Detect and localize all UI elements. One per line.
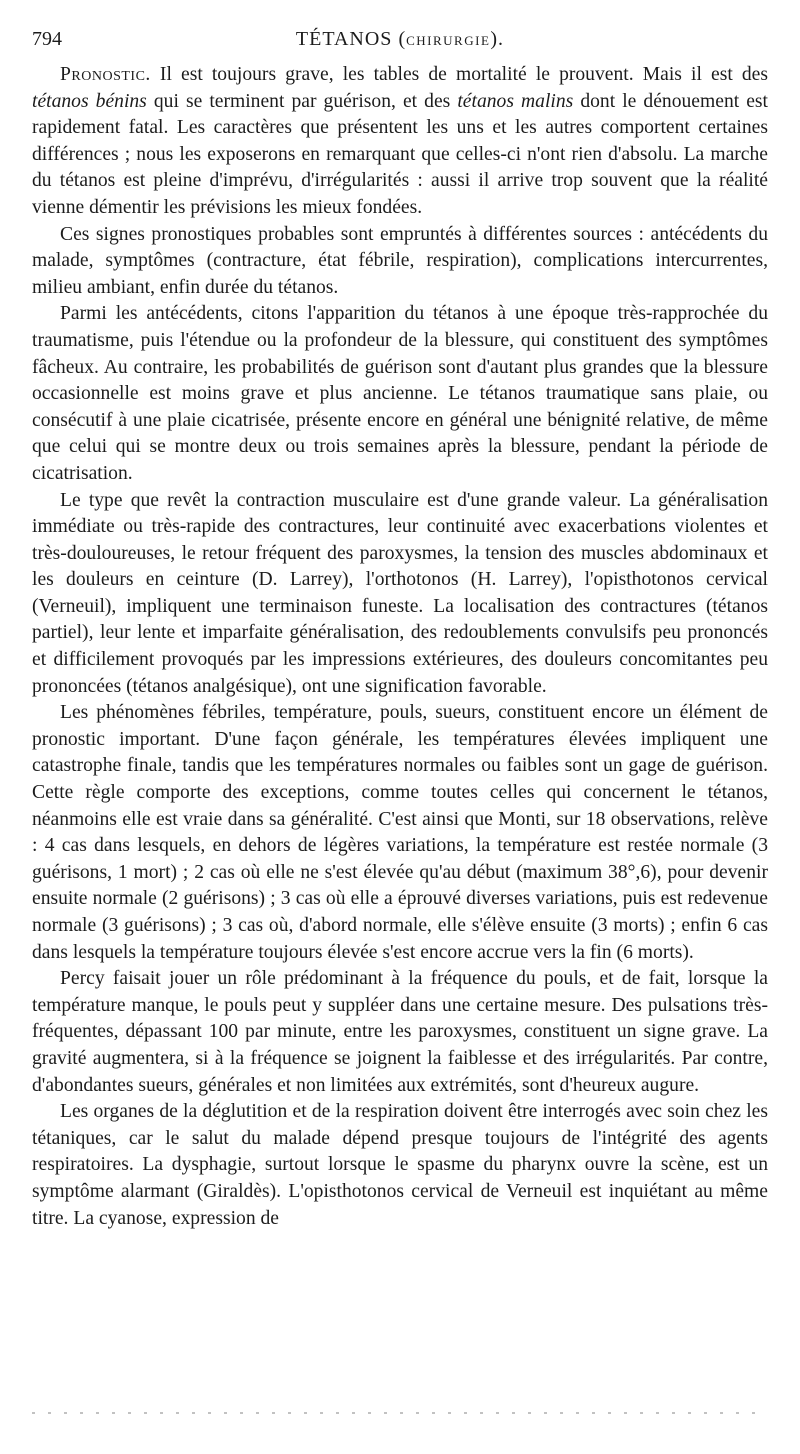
- running-title: TÉTANOS (CHIRURGIE).: [295, 28, 505, 50]
- running-header: [32, 28, 768, 58]
- section-lead: Pronostic.: [60, 64, 151, 85]
- page-number: 794: [32, 28, 62, 50]
- paragraph: Les organes de la déglutition et de la respiration doivent être interrogés avec soin chez les tétaniques, car le salut du malade dépend presque toujours de l'intégrité des agents respiratoires. La dysphagie, surtout lorsque le spasme du pharynx ouvre la scène, est un symptôme alarmant (Giraldès). L'opisthotonos cervical de Verneuil est inquiétant au même titre. La cyanose, expression de: [32, 1101, 768, 1229]
- running-title-subtitle: CHIRURGIE: [406, 33, 491, 48]
- paragraph: Les phénomènes fébriles, température, pouls, sueurs, constituent encore un élément de pronostic important. D'une façon générale, les températures élevées impliquent une catastrophe finale, tandis que les températures normales ou faibles sont un gage de guérison. Cette règle comporte des exceptions, comme toutes celles qui concernent le tétanos, néanmoins elle est vraie dans sa généralité. C'est ainsi que Monti, sur 18 observations, relève : 4 cas dans lesquels, en dehors de légères variations, la température est restée normale (3 guérisons, 1 mort) ; 2 cas où elle ne s'est élevée qu'au début (maximum 38°,6), pour devenir ensuite normale (2 guérisons) ; 3 cas où elle a éprouvé diverses variations, puis est redevenue normale (3 guérisons) ; 3 cas où, d'abord normale, elle s'élève ensuite (3 morts) ; enfin 6 cas dans lesquels la température toujours élevée s'est encore accrue vers la fin (6 morts).: [32, 702, 768, 963]
- emphasis: tétanos bénins: [32, 90, 147, 112]
- paragraph: Parmi les antécédents, citons l'apparition du tétanos à une époque très-rapprochée du traumatisme, puis l'étendue ou la profondeur de la blessure, qui constituent des symptômes fâcheux. Au contraire, les probabilités de guérison sont d'autant plus grandes que la blessure occasionnelle est moins grave et plus ancienne. Le tétanos traumatique sans plaie, ou consécutif à une plaie cicatrisée, présente encore en général une bénignité relative, de même que celui qui se montre deux ou trois semaines après la blessure, pendant la période de cicatrisation.: [32, 303, 768, 484]
- bottom-edge-artifact: [32, 1412, 768, 1414]
- paragraph: Ces signes pronostiques probables sont empruntés à différentes sources : antécédents du malade, symptômes (contracture, état fébrile, respiration), complications intercurrentes, milieu ambiant, enfin durée du tétanos.: [32, 223, 768, 298]
- emphasis: tétanos malins: [457, 90, 574, 112]
- running-title-main: TÉTANOS: [295, 28, 393, 50]
- paragraph: Pronostic. Il est toujours grave, les tables de mortalité le prouvent. Mais il est des tétanos bénins qui se terminent par guérison, et des tétanos malins dont le dénouement est rapidement fatal. Les caractères que présentent les uns et les autres comportent certaines différences ; nous les exposerons en remarquant que celles-ci n'ont rien d'absolu. La marche du tétanos est pleine d'imprévu, d'irrégularités : aussi il arrive trop souvent que la réalité vienne démentir les prévisions les mieux fondées.: [32, 64, 768, 218]
- page-body: [32, 62, 768, 1232]
- paragraph: Percy faisait jouer un rôle prédominant à la fréquence du pouls, et de fait, lorsque la température manque, le pouls peut y suppléer dans une certaine mesure. Des pulsations très-fréquentes, dépassant 100 par minute, entre les paroxysmes, constituent un signe grave. La gravité augmentera, si à la fréquence se joignent la faiblesse et des irrégularités. Par contre, d'abondantes sueurs, générales et non limitées aux extrémités, sont d'heureux augure.: [32, 968, 768, 1096]
- paragraph: Le type que revêt la contraction musculaire est d'une grande valeur. La généralisation immédiate ou très-rapide des contractures, leur continuité avec exacerbations violentes et très-douloureuses, le retour fréquent des paroxysmes, la tension des muscles abdominaux et les douleurs en ceinture (D. Larrey), l'orthotonos (H. Larrey), l'opisthotonos cervical (Verneuil), impliquent une terminaison funeste. La localisation des contractures (tétanos partiel), leur lente et imparfaite généralisation, des redoublements convulsifs peu prononcés et difficilement provoqués par les impressions extérieures, des douleurs concomitantes peu prononcées (tétanos analgésique), ont une signification favorable.: [32, 489, 768, 697]
